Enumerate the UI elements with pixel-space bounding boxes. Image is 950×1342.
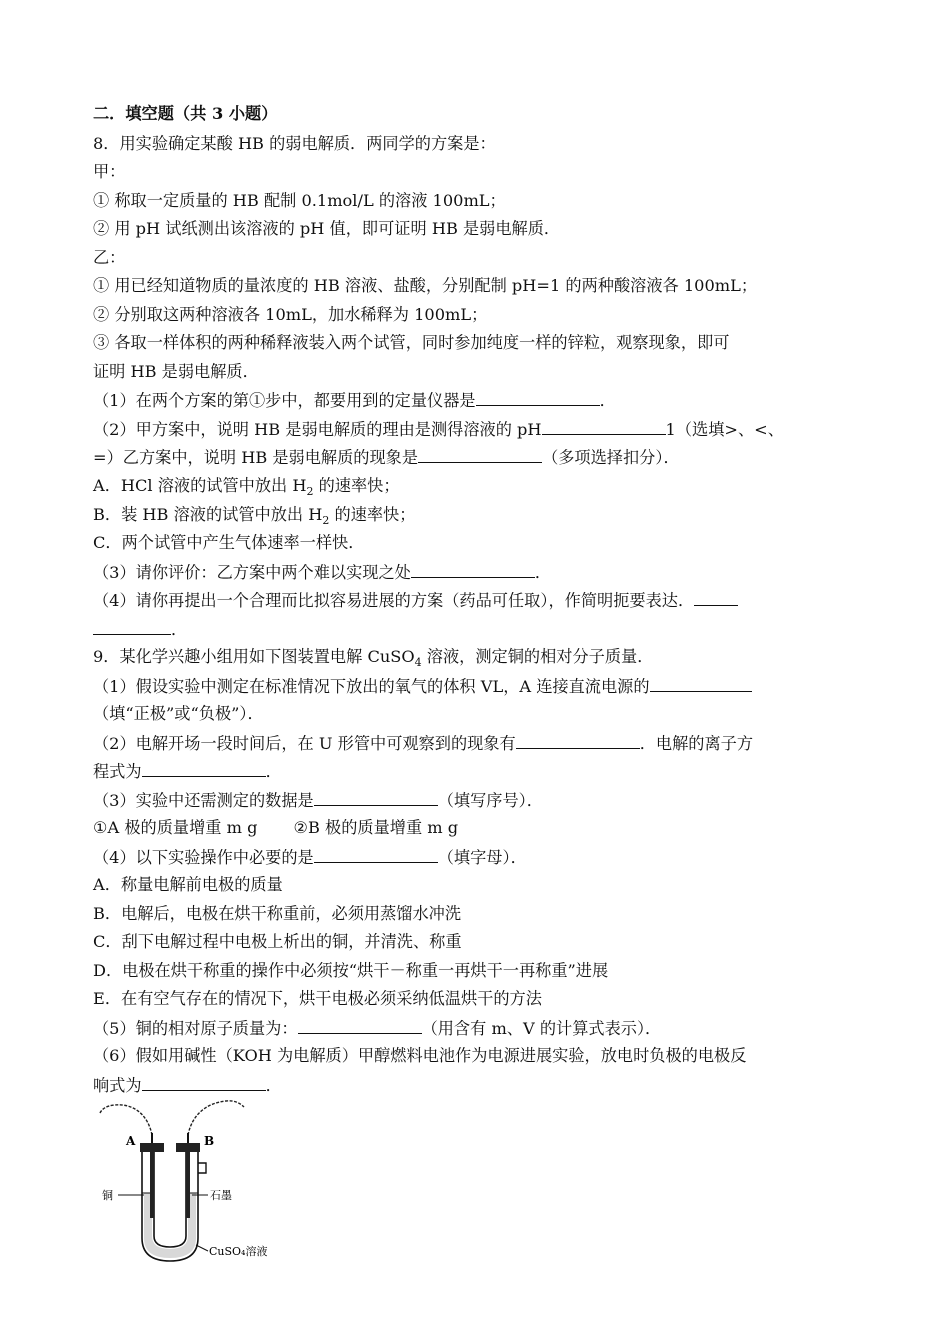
label-b: B xyxy=(204,1134,215,1148)
q8-yi-label: 乙： xyxy=(93,248,126,267)
answer-blank[interactable] xyxy=(694,590,738,606)
q8-stem: 8．用实验确定某酸 HB 的弱电解质．两同学的方案是： xyxy=(93,134,496,153)
label-copper: 铜 xyxy=(102,1189,113,1202)
answer-blank[interactable] xyxy=(314,847,438,863)
q8-part2: （2）甲方案中，说明 HB 是弱电解质的理由是测得溶液的 pH 1（选填>、<、 xyxy=(93,420,784,439)
q8-jia-label: 甲： xyxy=(93,162,126,181)
q9-option-c: C．刮下电解过程中电极上析出的铜，并清洗、称重 xyxy=(93,932,462,951)
q8-yi-step1: ① 用已经知道物质的量浓度的 HB 溶液、盐酸，分别配制 pH=1 的两种酸溶液各 100mL； xyxy=(93,276,758,295)
q9-part6-cont: 响式为 ． xyxy=(93,1076,282,1095)
wire-b xyxy=(188,1101,244,1135)
q9-stem: 9．某化学兴趣小组用如下图装置电解 CuSO$_4$ 溶液，测定铜的相对分子质量． xyxy=(93,647,654,670)
q8-jia-step1: ① 称取一定质量的 HB 配制 0.1mol/L 的溶液 100mL； xyxy=(93,191,506,210)
q8-jia-step2: ② 用 pH 试纸测出该溶液的 pH 值，即可证明 HB 是弱电解质． xyxy=(93,219,561,238)
q9-part3: （3）实验中还需测定的数据是 （填写序号）． xyxy=(93,791,543,810)
q8-option-a: A．HCl 溶液的试管中放出 $H_2$ 的速率快； xyxy=(93,476,400,499)
q8-option-b: B．装 HB 溶液的试管中放出 $H_2$ 的速率快； xyxy=(93,505,416,528)
answer-blank[interactable] xyxy=(93,619,171,635)
answer-blank[interactable] xyxy=(542,419,666,435)
q8-part1: （1）在两个方案的第①步中，都要用到的定量仪器是 ． xyxy=(93,391,616,410)
q9-option-a: A．称量电解前电极的质量 xyxy=(93,875,283,894)
q9-part1: （1）假设实验中测定在标准情况下放出的氧气的体积 VL，A 连接直流电源的 xyxy=(93,676,752,697)
q9-option-d: D．电极在烘干称重的操作中必须按“烘干－称重一再烘干一再称重”进展 xyxy=(93,961,609,980)
q8-option-c: C．两个试管中产生气体速率一样快． xyxy=(93,533,365,552)
q9-part6: （6）假如用碱性（KOH 为电解质）甲醇燃料电池作为电源进展实验，放电时负极的电极反 xyxy=(93,1046,747,1065)
wire-a xyxy=(100,1105,152,1135)
answer-blank[interactable] xyxy=(142,1075,266,1091)
answer-blank[interactable] xyxy=(142,761,266,777)
q8-part2-cont: =）乙方案中，说明 HB 是弱电解质的现象是 （多项选择扣分）． xyxy=(93,448,680,467)
answer-blank[interactable] xyxy=(411,562,535,578)
q9-part5: （5）铜的相对原子质量为： （用含有 m、V 的计算式表示）． xyxy=(93,1019,662,1038)
q9-part4: （4）以下实验操作中必要的是 （填字母）． xyxy=(93,848,527,867)
q9-part2: （2）电解开场一段时间后，在 U 形管中可观察到的现象有 ．电解的离子方 xyxy=(93,734,754,753)
q9-option-e: E．在有空气存在的情况下，烘干电极必须采纳低温烘干的方法 xyxy=(93,989,542,1008)
stopper-a xyxy=(140,1143,164,1152)
label-graphite: 石墨 xyxy=(210,1189,232,1202)
label-solution: CuSO₄溶液 xyxy=(209,1245,268,1258)
q8-part4-cont: ． xyxy=(93,619,187,640)
q8-part4: （4）请你再提出一个合理而比拟容易进展的方案（药品可任取），作简明扼要表达． xyxy=(93,590,738,611)
q8-yi-step3-cont: 证明 HB 是弱电解质． xyxy=(93,362,259,381)
answer-blank[interactable] xyxy=(298,1018,422,1034)
q8-yi-step2: ② 分别取这两种溶液各 10mL，加水稀释为 100mL； xyxy=(93,305,488,324)
graphite-electrode xyxy=(186,1152,190,1218)
section-title: 二．填空题（共 3 小题） xyxy=(93,104,278,123)
q9-part1-cont: （填“正极”或“负极”）． xyxy=(93,704,264,723)
copper-electrode xyxy=(150,1152,154,1218)
stopper-b xyxy=(176,1143,200,1152)
label-a: A xyxy=(126,1134,136,1148)
answer-blank[interactable] xyxy=(650,676,752,692)
answer-blank[interactable] xyxy=(314,790,438,806)
q8-part3: （3）请你评价：乙方案中两个难以实现之处 ． xyxy=(93,563,552,582)
electrolysis-u-tube-figure xyxy=(96,1093,286,1273)
q8-yi-step3: ③ 各取一样体积的两种稀释液装入两个试管，同时参加纯度一样的锌粒，观察现象，即可 xyxy=(93,333,730,352)
answer-blank[interactable] xyxy=(418,447,542,463)
answer-blank[interactable] xyxy=(516,733,640,749)
q9-option-b: B．电解后，电极在烘干称重前，必须用蒸馏水冲洗 xyxy=(93,904,462,923)
answer-blank[interactable] xyxy=(476,390,600,406)
q9-part3-options: ①A 极的质量增重 m g ②B 极的质量增重 m g xyxy=(93,818,459,837)
side-arm xyxy=(198,1163,206,1173)
q9-part2-cont: 程式为 ． xyxy=(93,762,282,781)
